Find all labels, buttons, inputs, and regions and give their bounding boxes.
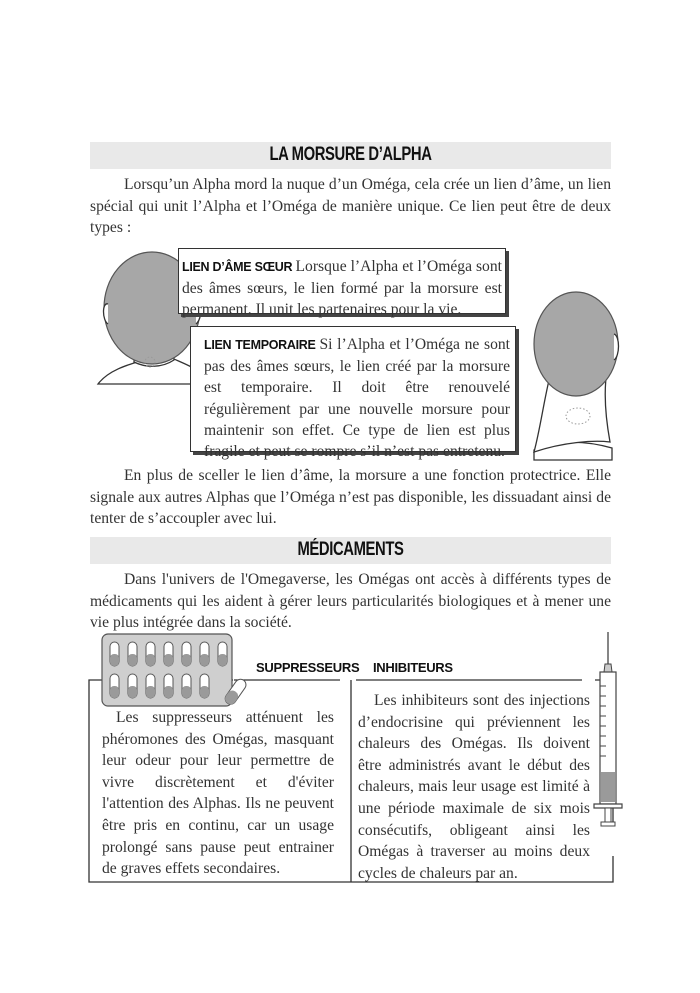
medications-intro: Dans l'univers de l'Omegaverse, les Omégas ont accès à différents types de médicaments qui les aident à gérer leurs particularités biologiques et à mener une vie plus intégrée dans la société. (90, 571, 611, 631)
temporary-text: Si l’Alpha et l’Oméga ne sont pas des âmes sœurs, le lien créé par la morsure est temporaire. Il doit être renouvelé régulièrement par une nouvelle morsure pour maintenir son effet. Ce type de lien est plus fragile et peut se rompre s’il n’est pas entretenu. (204, 336, 510, 461)
soulmate-text: Lorsque l’Alpha et l’Oméga sont des âmes sœurs, le lien formé par la morsure est permanent. Il unit les partenaires pour la vie. (182, 258, 502, 319)
syringe-icon (592, 630, 632, 830)
suppressors-text: Les suppresseurs atténuent les phéromones des Omégas, masquant leur odeur pour leur permettre de vivre discrètement et d'éviter l'attention des Alphas. Ils ne peuvent être pris en continu, car un usage prolongé sans pause peut entrainer de graves effets secondaires. (102, 709, 334, 878)
section-title-medications: MÉDICAMENTS (297, 539, 404, 560)
pill-blister-icon (100, 632, 260, 712)
suppressors-label: SUPPRESSEURS (256, 660, 360, 675)
soulmate-label: LIEN D’ÂME SŒUR (182, 260, 296, 274)
outro-paragraph: En plus de sceller le lien d’âme, la morsure a une fonction protectrice. Elle signale aux autres Alphas que l’Oméga n’est pas disponible, les dissuadant ainsi de tenter de s’accoupler avec lui. (90, 467, 611, 527)
inhibitors-label: INHIBITEURS (373, 660, 453, 675)
section-title: LA MORSURE D’ALPHA (269, 144, 432, 165)
intro-paragraph: Lorsqu’un Alpha mord la nuque d’un Oméga, cela crée un lien d’âme, un lien spécial qui unit l’Alpha et l’Oméga de manière unique. Ce lien peut être de deux types : (90, 176, 611, 236)
temporary-label: LIEN TEMPORAIRE (204, 338, 320, 352)
inhibitors-text: Les inhibiteurs sont des injections d’endocrisine qui préviennent les chaleurs des Omégas. Ils doivent être administrés avant le début des chaleurs, mais leur usage est limité à une période maximale de six mois consécutifs, obligeant ainsi les Omégas à traverser au moins deux cycles de chaleurs par an. (358, 692, 590, 882)
